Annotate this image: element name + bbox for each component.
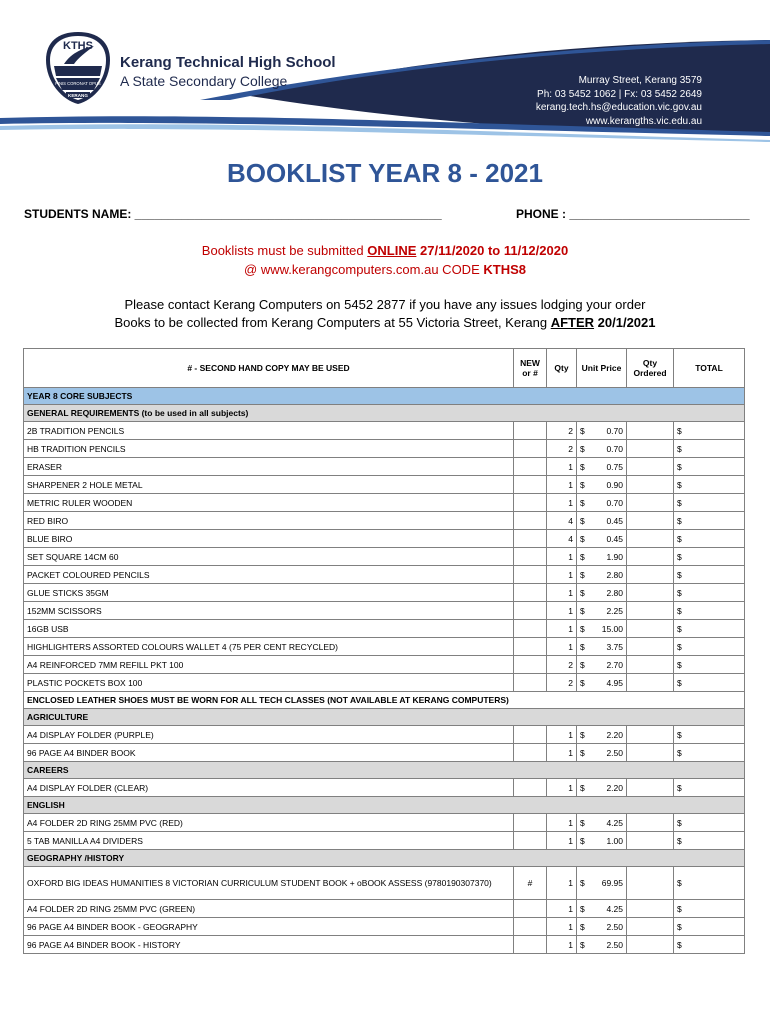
currency-symbol: $ <box>677 641 682 652</box>
price-value: 1.90 <box>606 551 623 562</box>
item-description: A4 DISPLAY FOLDER (CLEAR) <box>24 779 514 797</box>
currency-symbol: $ <box>580 443 585 454</box>
header-description: # - SECOND HAND COPY MAY BE USED <box>24 349 514 388</box>
item-description: 152MM SCISSORS <box>24 602 514 620</box>
item-total <box>674 422 745 440</box>
logo-motto: FINIS CORONAT OPUS <box>55 81 101 86</box>
school-name: Kerang Technical High School <box>120 54 336 71</box>
header-new: NEW or # <box>514 349 547 388</box>
item-unit-price <box>577 936 627 954</box>
item-qty: 4 <box>547 512 577 530</box>
item-qty-ordered-input[interactable] <box>627 674 674 692</box>
currency-symbol: $ <box>677 605 682 616</box>
currency-symbol: $ <box>580 569 585 580</box>
item-qty: 1 <box>547 779 577 797</box>
price-value: 4.25 <box>606 817 623 828</box>
item-total <box>674 656 745 674</box>
item-qty-ordered-input[interactable] <box>627 936 674 954</box>
contact-block <box>536 74 702 128</box>
item-qty: 1 <box>547 638 577 656</box>
item-unit-price <box>577 832 627 850</box>
price-value: 15.00 <box>601 623 623 634</box>
item-description: PLASTIC POCKETS BOX 100 <box>24 674 514 692</box>
item-unit-price <box>577 530 627 548</box>
item-unit-price <box>577 726 627 744</box>
item-total <box>674 936 745 954</box>
notice-dates: 27/11/2020 to 11/12/2020 <box>416 243 569 258</box>
item-qty-ordered-input[interactable] <box>627 620 674 638</box>
currency-symbol: $ <box>677 817 682 828</box>
contact-website[interactable]: www.kerangths.vic.edu.au <box>585 115 702 127</box>
item-total <box>674 867 745 900</box>
price-value: 2.25 <box>606 605 623 616</box>
item-new-flag <box>514 900 547 918</box>
table-row <box>24 744 745 762</box>
item-qty-ordered-input[interactable] <box>627 548 674 566</box>
item-qty: 1 <box>547 726 577 744</box>
item-description: 16GB USB <box>24 620 514 638</box>
currency-symbol: $ <box>580 903 585 914</box>
item-new-flag <box>514 512 547 530</box>
currency-symbol: $ <box>677 878 682 888</box>
item-total <box>674 440 745 458</box>
item-unit-price <box>577 566 627 584</box>
collection-info <box>0 315 770 330</box>
price-value: 0.45 <box>606 533 623 544</box>
price-value: 2.50 <box>606 921 623 932</box>
price-value: 2.20 <box>606 729 623 740</box>
booklist-table <box>23 348 745 954</box>
item-new-flag <box>514 814 547 832</box>
item-qty: 1 <box>547 918 577 936</box>
section-label: AGRICULTURE <box>24 709 745 726</box>
item-new-flag <box>514 548 547 566</box>
item-qty: 1 <box>547 936 577 954</box>
section-label: YEAR 8 CORE SUBJECTS <box>24 388 745 405</box>
currency-symbol: $ <box>580 623 585 634</box>
item-new-flag <box>514 744 547 762</box>
currency-symbol: $ <box>580 587 585 598</box>
item-qty: 1 <box>547 900 577 918</box>
item-unit-price <box>577 512 627 530</box>
table-row <box>24 814 745 832</box>
phone-field[interactable]: PHONE : ___________________________ <box>516 207 750 221</box>
section-label: ENGLISH <box>24 797 745 814</box>
subject-header-row <box>24 709 745 726</box>
table-row <box>24 918 745 936</box>
price-value: 4.25 <box>606 903 623 914</box>
item-qty-ordered-input[interactable] <box>627 779 674 797</box>
item-new-flag <box>514 566 547 584</box>
item-qty-ordered-input[interactable] <box>627 726 674 744</box>
currency-symbol: $ <box>677 443 682 454</box>
item-new-flag <box>514 530 547 548</box>
table-row <box>24 422 745 440</box>
item-qty: 1 <box>547 476 577 494</box>
item-description: A4 FOLDER 2D RING 25MM PVC (RED) <box>24 814 514 832</box>
currency-symbol: $ <box>580 835 585 846</box>
submission-notice <box>0 243 770 258</box>
item-unit-price <box>577 867 627 900</box>
item-qty-ordered-input[interactable] <box>627 440 674 458</box>
section-header-row <box>24 388 745 405</box>
notice-code: KTHS8 <box>483 262 526 277</box>
table-row <box>24 494 745 512</box>
item-qty: 4 <box>547 530 577 548</box>
item-qty: 1 <box>547 867 577 900</box>
item-description: OXFORD BIG IDEAS HUMANITIES 8 VICTORIAN CURRICULUM STUDENT BOOK + oBOOK ASSESS (9780190307370) <box>24 867 514 900</box>
item-description: 2B TRADITION PENCILS <box>24 422 514 440</box>
item-total <box>674 548 745 566</box>
item-qty-ordered-input[interactable] <box>627 918 674 936</box>
logo-initials: KTHS <box>63 40 93 52</box>
item-total <box>674 476 745 494</box>
item-new-flag <box>514 832 547 850</box>
item-new-flag <box>514 726 547 744</box>
price-value: 0.70 <box>606 443 623 454</box>
item-qty: 1 <box>547 494 577 512</box>
currency-symbol: $ <box>677 835 682 846</box>
price-value: 2.50 <box>606 939 623 950</box>
item-total <box>674 900 745 918</box>
header-banner <box>0 0 770 150</box>
price-value: 3.75 <box>606 641 623 652</box>
table-row <box>24 900 745 918</box>
subject-header-row <box>24 762 745 779</box>
item-total <box>674 832 745 850</box>
currency-symbol: $ <box>677 569 682 580</box>
item-qty-ordered-input[interactable] <box>627 638 674 656</box>
currency-symbol: $ <box>580 551 585 562</box>
item-qty-ordered-input[interactable] <box>627 602 674 620</box>
item-qty-ordered-input[interactable] <box>627 867 674 900</box>
header-total: TOTAL <box>674 349 745 388</box>
price-value: 0.70 <box>606 425 623 436</box>
item-new-flag <box>514 779 547 797</box>
price-value: 2.70 <box>606 659 623 670</box>
item-description: 96 PAGE A4 BINDER BOOK <box>24 744 514 762</box>
item-new-flag <box>514 656 547 674</box>
subject-header-row <box>24 797 745 814</box>
currency-symbol: $ <box>580 747 585 758</box>
currency-symbol: $ <box>677 461 682 472</box>
currency-symbol: $ <box>677 921 682 932</box>
currency-symbol: $ <box>580 878 585 888</box>
item-unit-price <box>577 814 627 832</box>
item-unit-price <box>577 422 627 440</box>
section-label: CAREERS <box>24 762 745 779</box>
item-qty: 1 <box>547 620 577 638</box>
item-unit-price <box>577 900 627 918</box>
notice-online: ONLINE <box>367 243 417 258</box>
item-qty: 1 <box>547 566 577 584</box>
currency-symbol: $ <box>580 533 585 544</box>
table-row <box>24 867 745 900</box>
item-qty-ordered-input[interactable] <box>627 656 674 674</box>
currency-symbol: $ <box>580 605 585 616</box>
logo-town: KERANG <box>68 93 88 98</box>
item-description: GLUE STICKS 35GM <box>24 584 514 602</box>
contact-phone: Ph: 03 5452 1062 | Fx: 03 5452 2649 <box>537 88 702 100</box>
table-row <box>24 458 745 476</box>
table-row <box>24 602 745 620</box>
header-unit-price: Unit Price <box>577 349 627 388</box>
currency-symbol: $ <box>580 921 585 932</box>
currency-symbol: $ <box>677 515 682 526</box>
item-total <box>674 779 745 797</box>
item-description: SHARPENER 2 HOLE METAL <box>24 476 514 494</box>
currency-symbol: $ <box>677 939 682 950</box>
table-row <box>24 638 745 656</box>
item-new-flag <box>514 440 547 458</box>
item-unit-price <box>577 638 627 656</box>
contact-info: Please contact Kerang Computers on 5452 2877 if you have any issues lodging your order <box>124 297 646 312</box>
item-total <box>674 620 745 638</box>
section-label: GENERAL REQUIREMENTS (to be used in all subjects) <box>24 405 745 422</box>
header-qty: Qty <box>547 349 577 388</box>
item-unit-price <box>577 458 627 476</box>
currency-symbol: $ <box>677 533 682 544</box>
item-unit-price <box>577 918 627 936</box>
collection-prefix: Books to be collected from Kerang Computers at 55 Victoria Street, Kerang <box>114 315 551 330</box>
currency-symbol: $ <box>677 479 682 490</box>
item-new-flag <box>514 918 547 936</box>
price-value: 2.80 <box>606 587 623 598</box>
currency-symbol: $ <box>677 677 682 688</box>
item-description: A4 DISPLAY FOLDER (PURPLE) <box>24 726 514 744</box>
item-new-flag <box>514 638 547 656</box>
table-row <box>24 476 745 494</box>
table-row <box>24 779 745 797</box>
currency-symbol: $ <box>677 497 682 508</box>
currency-symbol: $ <box>677 551 682 562</box>
item-qty-ordered-input[interactable] <box>627 566 674 584</box>
school-subtitle: A State Secondary College <box>120 73 288 89</box>
item-new-flag <box>514 936 547 954</box>
currency-symbol: $ <box>580 817 585 828</box>
item-qty-ordered-input[interactable] <box>627 458 674 476</box>
item-qty: 2 <box>547 674 577 692</box>
table-row <box>24 726 745 744</box>
currency-symbol: $ <box>677 729 682 740</box>
item-qty: 1 <box>547 548 577 566</box>
price-value: 0.45 <box>606 515 623 526</box>
table-row <box>24 832 745 850</box>
currency-symbol: $ <box>580 461 585 472</box>
item-unit-price <box>577 602 627 620</box>
table-row <box>24 530 745 548</box>
item-total <box>674 566 745 584</box>
item-description: SET SQUARE 14CM 60 <box>24 548 514 566</box>
currency-symbol: $ <box>580 515 585 526</box>
collection-date: 20/1/2021 <box>594 315 656 330</box>
item-qty: 2 <box>547 656 577 674</box>
item-description: RED BIRO <box>24 512 514 530</box>
price-value: 2.80 <box>606 569 623 580</box>
item-qty: 1 <box>547 458 577 476</box>
price-value: 0.70 <box>606 497 623 508</box>
contact-email[interactable]: kerang.tech.hs@education.vic.gov.au <box>535 102 702 113</box>
currency-symbol: $ <box>677 425 682 436</box>
item-total <box>674 918 745 936</box>
item-unit-price <box>577 476 627 494</box>
notice-prefix: Booklists must be submitted <box>201 243 368 258</box>
item-description: 5 TAB MANILLA A4 DIVIDERS <box>24 832 514 850</box>
item-total <box>674 744 745 762</box>
currency-symbol: $ <box>580 729 585 740</box>
item-total <box>674 494 745 512</box>
currency-symbol: $ <box>677 623 682 634</box>
note-text: ENCLOSED LEATHER SHOES MUST BE WORN FOR ALL TECH CLASSES (NOT AVAILABLE AT KERANG COMPUTERS) <box>24 692 745 709</box>
collection-after: AFTER <box>550 315 595 330</box>
price-value: 0.75 <box>606 461 623 472</box>
table-row <box>24 512 745 530</box>
price-value: 4.95 <box>606 677 623 688</box>
item-total <box>674 458 745 476</box>
item-unit-price <box>577 494 627 512</box>
currency-symbol: $ <box>580 497 585 508</box>
item-unit-price <box>577 779 627 797</box>
item-unit-price <box>577 620 627 638</box>
price-value: 69.95 <box>601 878 623 888</box>
item-qty: 1 <box>547 744 577 762</box>
item-total <box>674 674 745 692</box>
header-qty-ordered: Qty Ordered <box>627 349 674 388</box>
item-qty: 2 <box>547 422 577 440</box>
item-unit-price <box>577 744 627 762</box>
table-row <box>24 584 745 602</box>
item-new-flag <box>514 476 547 494</box>
item-total <box>674 726 745 744</box>
table-row <box>24 548 745 566</box>
item-total <box>674 814 745 832</box>
price-value: 2.50 <box>606 747 623 758</box>
item-description: ERASER <box>24 458 514 476</box>
item-qty-ordered-input[interactable] <box>627 494 674 512</box>
subject-header-row <box>24 850 745 867</box>
item-qty: 1 <box>547 602 577 620</box>
table-row <box>24 440 745 458</box>
item-description: BLUE BIRO <box>24 530 514 548</box>
item-new-flag <box>514 674 547 692</box>
price-value: 0.90 <box>606 479 623 490</box>
page-title: BOOKLIST YEAR 8 - 2021 <box>227 158 543 188</box>
item-unit-price <box>577 674 627 692</box>
table-row <box>24 674 745 692</box>
item-total <box>674 602 745 620</box>
item-qty-ordered-input[interactable] <box>627 530 674 548</box>
school-crest-logo <box>44 30 112 106</box>
table-header-row <box>24 349 745 388</box>
item-total <box>674 584 745 602</box>
item-unit-price <box>577 584 627 602</box>
item-total <box>674 530 745 548</box>
subject-header-row <box>24 405 745 422</box>
item-qty: 1 <box>547 584 577 602</box>
currency-symbol: $ <box>677 782 682 793</box>
item-qty: 1 <box>547 832 577 850</box>
item-qty-ordered-input[interactable] <box>627 512 674 530</box>
price-value: 2.20 <box>606 782 623 793</box>
notice-website[interactable]: @ www.kerangcomputers.com.au CODE <box>244 262 484 277</box>
item-description: 96 PAGE A4 BINDER BOOK - HISTORY <box>24 936 514 954</box>
currency-symbol: $ <box>677 747 682 758</box>
note-row <box>24 692 745 709</box>
table-row <box>24 620 745 638</box>
currency-symbol: $ <box>580 659 585 670</box>
item-description: A4 FOLDER 2D RING 25MM PVC (GREEN) <box>24 900 514 918</box>
item-description: HIGHLIGHTERS ASSORTED COLOURS WALLET 4 (75 PER CENT RECYCLED) <box>24 638 514 656</box>
item-new-flag: # <box>514 867 547 900</box>
item-unit-price <box>577 440 627 458</box>
item-unit-price <box>577 548 627 566</box>
item-new-flag <box>514 620 547 638</box>
currency-symbol: $ <box>580 425 585 436</box>
item-qty-ordered-input[interactable] <box>627 476 674 494</box>
currency-symbol: $ <box>580 641 585 652</box>
item-qty: 1 <box>547 814 577 832</box>
contact-address: Murray Street, Kerang 3579 <box>578 75 702 86</box>
item-total <box>674 512 745 530</box>
section-label: GEOGRAPHY /HISTORY <box>24 850 745 867</box>
item-description: METRIC RULER WOODEN <box>24 494 514 512</box>
item-qty-ordered-input[interactable] <box>627 900 674 918</box>
item-new-flag <box>514 584 547 602</box>
item-qty-ordered-input[interactable] <box>627 584 674 602</box>
currency-symbol: $ <box>677 659 682 670</box>
order-code-notice <box>0 262 770 277</box>
item-total <box>674 638 745 656</box>
currency-symbol: $ <box>580 939 585 950</box>
item-qty-ordered-input[interactable] <box>627 744 674 762</box>
table-row <box>24 566 745 584</box>
currency-symbol: $ <box>677 587 682 598</box>
table-row <box>24 656 745 674</box>
currency-symbol: $ <box>580 782 585 793</box>
item-new-flag <box>514 494 547 512</box>
item-qty-ordered-input[interactable] <box>627 832 674 850</box>
item-description: 96 PAGE A4 BINDER BOOK - GEOGRAPHY <box>24 918 514 936</box>
item-unit-price <box>577 656 627 674</box>
item-description: HB TRADITION PENCILS <box>24 440 514 458</box>
currency-symbol: $ <box>677 903 682 914</box>
item-new-flag <box>514 458 547 476</box>
currency-symbol: $ <box>580 479 585 490</box>
student-name-field[interactable]: STUDENTS NAME: ______________________________________________ <box>24 207 442 221</box>
table-row <box>24 936 745 954</box>
item-new-flag <box>514 602 547 620</box>
item-qty-ordered-input[interactable] <box>627 814 674 832</box>
currency-symbol: $ <box>580 677 585 688</box>
item-qty: 2 <box>547 440 577 458</box>
item-new-flag <box>514 422 547 440</box>
item-description: PACKET COLOURED PENCILS <box>24 566 514 584</box>
price-value: 1.00 <box>606 835 623 846</box>
item-qty-ordered-input[interactable] <box>627 422 674 440</box>
item-description: A4 REINFORCED 7MM REFILL PKT 100 <box>24 656 514 674</box>
